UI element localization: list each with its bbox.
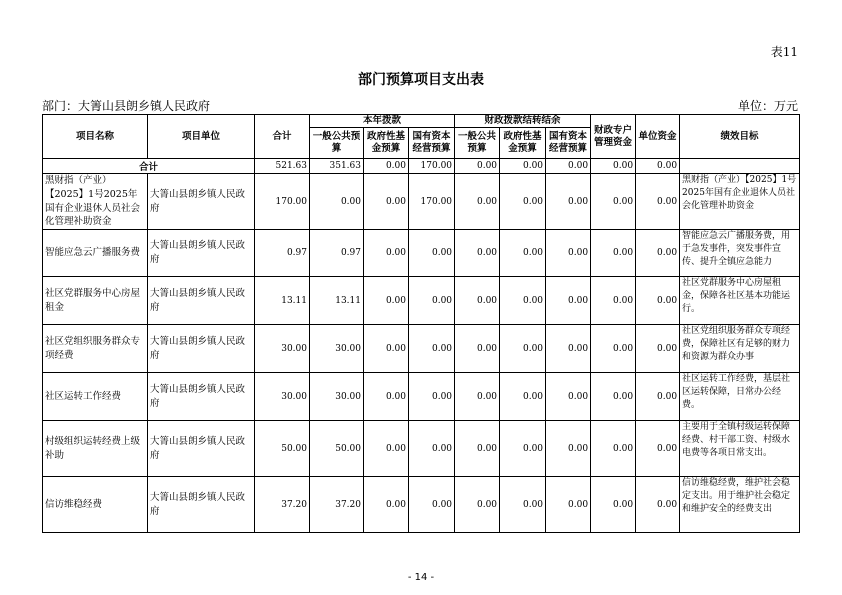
amount-cell: 30.00 [310,373,364,421]
amount-cell: 0.00 [500,421,546,477]
amount-cell: 0.00 [364,421,409,477]
amount-cell: 0.00 [546,421,591,477]
amount-cell: 0.00 [364,373,409,421]
performance-goal-cell: 社区运转工作经费，基层社区运转保障，日常办公经费。 [680,373,800,421]
total-performance-cell [680,159,800,174]
col-header-gov-fund: 政府性基金预算 [364,128,409,159]
amount-cell: 0.00 [455,421,500,477]
project-unit-cell: 大箐山县朗乡镇人民政府 [148,174,255,230]
project-unit-cell: 大箐山县朗乡镇人民政府 [148,373,255,421]
project-name-cell: 黑财指（产业）【2025】1号2025年国有企业退休人员社会化管理补助资金 [43,174,148,230]
table-row [43,230,800,277]
project-name-cell: 社区运转工作经费 [43,373,148,421]
amount-cell: 50.00 [255,421,310,477]
amount-cell: 0.00 [636,325,680,373]
amount-cell: 0.00 [546,277,591,325]
col-header-carryover-state-capital: 国有资本经营预算 [546,128,591,159]
project-unit-cell: 大箐山县朗乡镇人民政府 [148,277,255,325]
performance-goal-cell: 智能应急云广播服务费，用于急发事件，突发事件宣传、提升全镇应急能力 [680,230,800,277]
amount-cell: 0.00 [591,174,636,230]
col-header-special-fund: 财政专户管理资金 [591,115,636,159]
performance-goal-cell: 社区党群服务中心房屋租金，保障各社区基本功能运行。 [680,277,800,325]
performance-goal-cell: 信访维稳经费，维护社会稳定支出。用于维护社会稳定和维护安全的经费支出 [680,477,800,533]
project-unit-cell: 大箐山县朗乡镇人民政府 [148,230,255,277]
table-row [43,421,800,477]
total-cell: 0.00 [636,159,680,174]
amount-cell: 30.00 [310,325,364,373]
col-header-performance: 绩效目标 [680,115,800,159]
amount-cell: 0.00 [591,277,636,325]
table-row [43,325,800,373]
amount-cell: 0.00 [636,277,680,325]
total-cell: 0.00 [455,159,500,174]
amount-cell: 0.00 [409,230,455,277]
amount-cell: 0.00 [364,174,409,230]
table-row [43,174,800,230]
project-unit-cell: 大箐山县朗乡镇人民政府 [148,477,255,533]
amount-cell: 0.00 [364,230,409,277]
project-name-cell: 智能应急云广播服务费 [43,230,148,277]
amount-cell: 0.97 [310,230,364,277]
amount-cell: 0.00 [455,174,500,230]
total-cell: 0.00 [500,159,546,174]
performance-goal-cell: 社区党组织服务群众专项经费，保障社区有足够的财力和资源为群众办事 [680,325,800,373]
performance-goal-cell: 黑财指（产业）【2025】1号2025年国有企业退休人员社会化管理补助资金 [680,174,800,230]
table-number: 表11 [770,45,798,59]
amount-cell: 0.00 [500,230,546,277]
page-number: - 14 - [407,572,435,583]
amount-cell: 0.00 [636,373,680,421]
amount-cell: 0.00 [500,277,546,325]
amount-cell: 0.00 [409,477,455,533]
performance-goal-cell: 主要用于全镇村级运转保障经费、村干部工资、村级水电费等各项日常支出。 [680,421,800,477]
col-group-carryover: 财政拨款结转结余 [455,115,591,128]
amount-cell: 0.00 [364,277,409,325]
total-label: 合计 [43,159,255,174]
amount-cell: 0.00 [409,325,455,373]
amount-cell: 0.00 [591,477,636,533]
project-name-cell: 社区党组织服务群众专项经费 [43,325,148,373]
amount-cell: 0.00 [636,477,680,533]
table-row [43,373,800,421]
amount-cell: 0.00 [455,373,500,421]
amount-cell: 0.00 [546,230,591,277]
total-cell: 521.63 [255,159,310,174]
total-cell: 351.63 [310,159,364,174]
amount-cell: 0.00 [409,277,455,325]
project-name-cell: 社区党群服务中心房屋租金 [43,277,148,325]
col-header-carryover-general-public: 一般公共预算 [455,128,500,159]
amount-cell: 0.00 [546,373,591,421]
col-group-current-allocation: 本年拨款 [310,115,455,128]
amount-cell: 170.00 [409,174,455,230]
amount-cell: 0.00 [455,277,500,325]
total-row [43,159,800,174]
project-name-cell: 信访维稳经费 [43,477,148,533]
amount-cell: 0.00 [636,421,680,477]
project-name-cell: 村级组织运转经费上级补助 [43,421,148,477]
project-unit-cell: 大箐山县朗乡镇人民政府 [148,421,255,477]
col-header-project-name: 项目名称 [43,115,148,159]
unit-label: 单位：万元 [737,99,798,113]
amount-cell: 37.20 [255,477,310,533]
amount-cell: 0.00 [500,373,546,421]
amount-cell: 0.00 [500,477,546,533]
header-row-top [43,115,800,128]
amount-cell: 30.00 [255,373,310,421]
amount-cell: 0.00 [636,230,680,277]
col-header-total: 合计 [255,115,310,159]
table-row [43,277,800,325]
amount-cell: 0.00 [455,477,500,533]
amount-cell: 0.00 [546,325,591,373]
col-header-project-unit: 项目单位 [148,115,255,159]
total-cell: 0.00 [364,159,409,174]
amount-cell: 0.00 [500,325,546,373]
amount-cell: 0.00 [455,230,500,277]
amount-cell: 13.11 [255,277,310,325]
amount-cell: 0.00 [591,325,636,373]
amount-cell: 0.00 [591,373,636,421]
table-row [43,477,800,533]
amount-cell: 0.00 [591,421,636,477]
amount-cell: 37.20 [310,477,364,533]
amount-cell: 0.00 [310,174,364,230]
amount-cell: 0.00 [500,174,546,230]
amount-cell: 0.00 [364,325,409,373]
amount-cell: 0.97 [255,230,310,277]
amount-cell: 0.00 [409,421,455,477]
amount-cell: 0.00 [546,174,591,230]
amount-cell: 30.00 [255,325,310,373]
total-cell: 0.00 [591,159,636,174]
amount-cell: 0.00 [364,477,409,533]
total-cell: 170.00 [409,159,455,174]
amount-cell: 0.00 [591,230,636,277]
page-title: 部门预算项目支出表 [358,72,484,88]
amount-cell: 0.00 [546,477,591,533]
col-header-general-public: 一般公共预算 [310,128,364,159]
col-header-state-capital: 国有资本经营预算 [409,128,455,159]
amount-cell: 170.00 [255,174,310,230]
amount-cell: 0.00 [409,373,455,421]
col-header-carryover-gov-fund: 政府性基金预算 [500,128,546,159]
amount-cell: 0.00 [636,174,680,230]
amount-cell: 0.00 [455,325,500,373]
amount-cell: 13.11 [310,277,364,325]
department-label: 部门：大箐山县朗乡镇人民政府 [42,99,211,113]
budget-table [42,114,800,533]
col-header-unit-fund: 单位资金 [636,115,680,159]
amount-cell: 50.00 [310,421,364,477]
project-unit-cell: 大箐山县朗乡镇人民政府 [148,325,255,373]
total-cell: 0.00 [546,159,591,174]
